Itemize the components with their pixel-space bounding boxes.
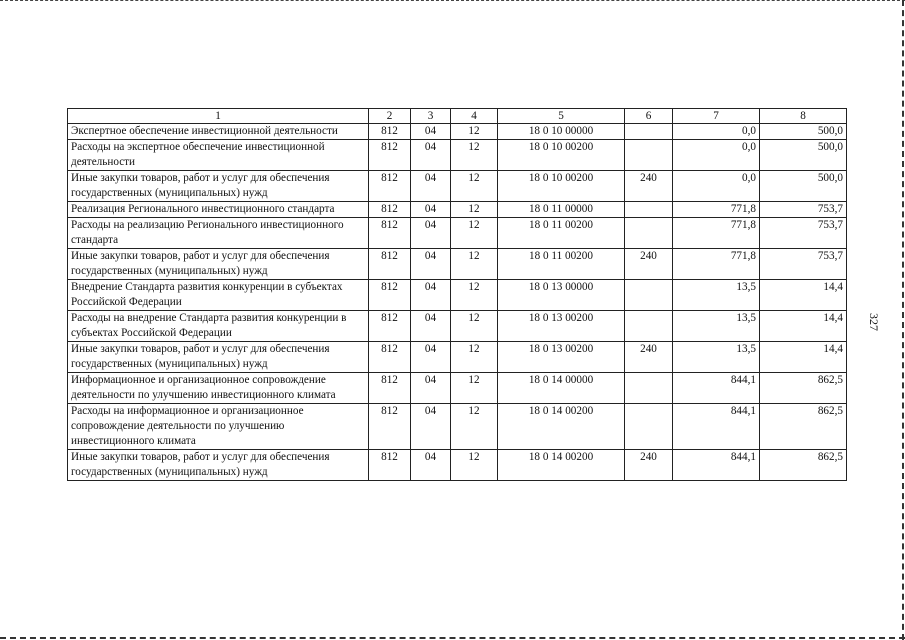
row-description: Реализация Регионального инвестиционного стандарта <box>68 202 369 218</box>
amount-col-7: 13,5 <box>673 280 760 311</box>
table-row <box>68 342 847 373</box>
section-code: 04 <box>411 342 451 373</box>
target-article-code: 18 0 13 00200 <box>498 311 625 342</box>
scan-edge-top <box>0 0 905 2</box>
subsection-code: 12 <box>451 404 498 450</box>
target-article-code: 18 0 10 00200 <box>498 171 625 202</box>
section-code: 04 <box>411 171 451 202</box>
header-cell-8: 8 <box>760 109 847 124</box>
row-description: Иные закупки товаров, работ и услуг для обеспечения государственных (муниципальных) нужд <box>68 249 369 280</box>
amount-col-8: 753,7 <box>760 218 847 249</box>
section-code: 04 <box>411 249 451 280</box>
header-cell-3: 3 <box>411 109 451 124</box>
amount-col-7: 0,0 <box>673 140 760 171</box>
amount-col-8: 862,5 <box>760 450 847 481</box>
page-number: 327 <box>867 313 881 331</box>
amount-col-7: 771,8 <box>673 218 760 249</box>
table-row <box>68 373 847 404</box>
ministry-code: 812 <box>369 342 411 373</box>
row-description: Иные закупки товаров, работ и услуг для обеспечения государственных (муниципальных) нужд <box>68 171 369 202</box>
table-row <box>68 171 847 202</box>
amount-col-7: 13,5 <box>673 342 760 373</box>
amount-col-7: 771,8 <box>673 202 760 218</box>
amount-col-8: 14,4 <box>760 280 847 311</box>
target-article-code: 18 0 11 00000 <box>498 202 625 218</box>
expense-type-code <box>625 202 673 218</box>
subsection-code: 12 <box>451 140 498 171</box>
table-row <box>68 404 847 450</box>
header-cell-2: 2 <box>369 109 411 124</box>
expense-type-code <box>625 311 673 342</box>
ministry-code: 812 <box>369 202 411 218</box>
expense-type-code <box>625 404 673 450</box>
ministry-code: 812 <box>369 404 411 450</box>
amount-col-7: 13,5 <box>673 311 760 342</box>
subsection-code: 12 <box>451 218 498 249</box>
row-description: Информационное и организационное сопровождение деятельности по улучшению инвестиционного климата <box>68 373 369 404</box>
expense-type-code <box>625 280 673 311</box>
expense-type-code: 240 <box>625 342 673 373</box>
subsection-code: 12 <box>451 342 498 373</box>
amount-col-8: 500,0 <box>760 124 847 140</box>
target-article-code: 18 0 11 00200 <box>498 249 625 280</box>
subsection-code: 12 <box>451 202 498 218</box>
header-cell-4: 4 <box>451 109 498 124</box>
expense-type-code: 240 <box>625 249 673 280</box>
section-code: 04 <box>411 450 451 481</box>
amount-col-8: 500,0 <box>760 140 847 171</box>
amount-col-8: 14,4 <box>760 342 847 373</box>
table-row <box>68 140 847 171</box>
table-row <box>68 311 847 342</box>
row-description: Расходы на внедрение Стандарта развития конкуренции в субъектах Российской Федерации <box>68 311 369 342</box>
section-code: 04 <box>411 311 451 342</box>
target-article-code: 18 0 14 00200 <box>498 450 625 481</box>
amount-col-7: 0,0 <box>673 124 760 140</box>
section-code: 04 <box>411 280 451 311</box>
row-description: Расходы на реализацию Регионального инвестиционного стандарта <box>68 218 369 249</box>
target-article-code: 18 0 10 00200 <box>498 140 625 171</box>
subsection-code: 12 <box>451 171 498 202</box>
amount-col-7: 844,1 <box>673 373 760 404</box>
target-article-code: 18 0 10 00000 <box>498 124 625 140</box>
subsection-code: 12 <box>451 373 498 404</box>
row-description: Внедрение Стандарта развития конкуренции в субъектах Российской Федерации <box>68 280 369 311</box>
row-description: Иные закупки товаров, работ и услуг для обеспечения государственных (муниципальных) нужд <box>68 342 369 373</box>
expense-type-code <box>625 373 673 404</box>
section-code: 04 <box>411 124 451 140</box>
table-row <box>68 249 847 280</box>
expense-type-code: 240 <box>625 450 673 481</box>
section-code: 04 <box>411 202 451 218</box>
subsection-code: 12 <box>451 124 498 140</box>
row-description: Расходы на экспертное обеспечение инвестиционной деятельности <box>68 140 369 171</box>
amount-col-8: 753,7 <box>760 249 847 280</box>
expense-type-code <box>625 218 673 249</box>
section-code: 04 <box>411 140 451 171</box>
expense-type-code: 240 <box>625 171 673 202</box>
amount-col-7: 0,0 <box>673 171 760 202</box>
subsection-code: 12 <box>451 249 498 280</box>
budget-table <box>67 108 847 481</box>
table-row <box>68 280 847 311</box>
row-description: Экспертное обеспечение инвестиционной деятельности <box>68 124 369 140</box>
header-cell-6: 6 <box>625 109 673 124</box>
subsection-code: 12 <box>451 311 498 342</box>
amount-col-8: 500,0 <box>760 171 847 202</box>
header-cell-5: 5 <box>498 109 625 124</box>
header-row <box>68 109 847 124</box>
ministry-code: 812 <box>369 124 411 140</box>
amount-col-8: 862,5 <box>760 404 847 450</box>
ministry-code: 812 <box>369 218 411 249</box>
ministry-code: 812 <box>369 280 411 311</box>
section-code: 04 <box>411 373 451 404</box>
target-article-code: 18 0 14 00200 <box>498 404 625 450</box>
expense-type-code <box>625 140 673 171</box>
row-description: Расходы на информационное и организационное сопровождение деятельности по улучшению инвестиционного климата <box>68 404 369 450</box>
row-description: Иные закупки товаров, работ и услуг для обеспечения государственных (муниципальных) нужд <box>68 450 369 481</box>
amount-col-7: 844,1 <box>673 404 760 450</box>
section-code: 04 <box>411 218 451 249</box>
amount-col-7: 771,8 <box>673 249 760 280</box>
section-code: 04 <box>411 404 451 450</box>
ministry-code: 812 <box>369 171 411 202</box>
amount-col-7: 844,1 <box>673 450 760 481</box>
expense-type-code <box>625 124 673 140</box>
table-row <box>68 202 847 218</box>
table-row <box>68 218 847 249</box>
ministry-code: 812 <box>369 311 411 342</box>
subsection-code: 12 <box>451 450 498 481</box>
header-cell-7: 7 <box>673 109 760 124</box>
target-article-code: 18 0 13 00000 <box>498 280 625 311</box>
table-row <box>68 124 847 140</box>
ministry-code: 812 <box>369 140 411 171</box>
ministry-code: 812 <box>369 249 411 280</box>
header-cell-1: 1 <box>68 109 369 124</box>
ministry-code: 812 <box>369 450 411 481</box>
table-row <box>68 450 847 481</box>
amount-col-8: 14,4 <box>760 311 847 342</box>
target-article-code: 18 0 11 00200 <box>498 218 625 249</box>
ministry-code: 812 <box>369 373 411 404</box>
subsection-code: 12 <box>451 280 498 311</box>
target-article-code: 18 0 13 00200 <box>498 342 625 373</box>
target-article-code: 18 0 14 00000 <box>498 373 625 404</box>
amount-col-8: 862,5 <box>760 373 847 404</box>
amount-col-8: 753,7 <box>760 202 847 218</box>
